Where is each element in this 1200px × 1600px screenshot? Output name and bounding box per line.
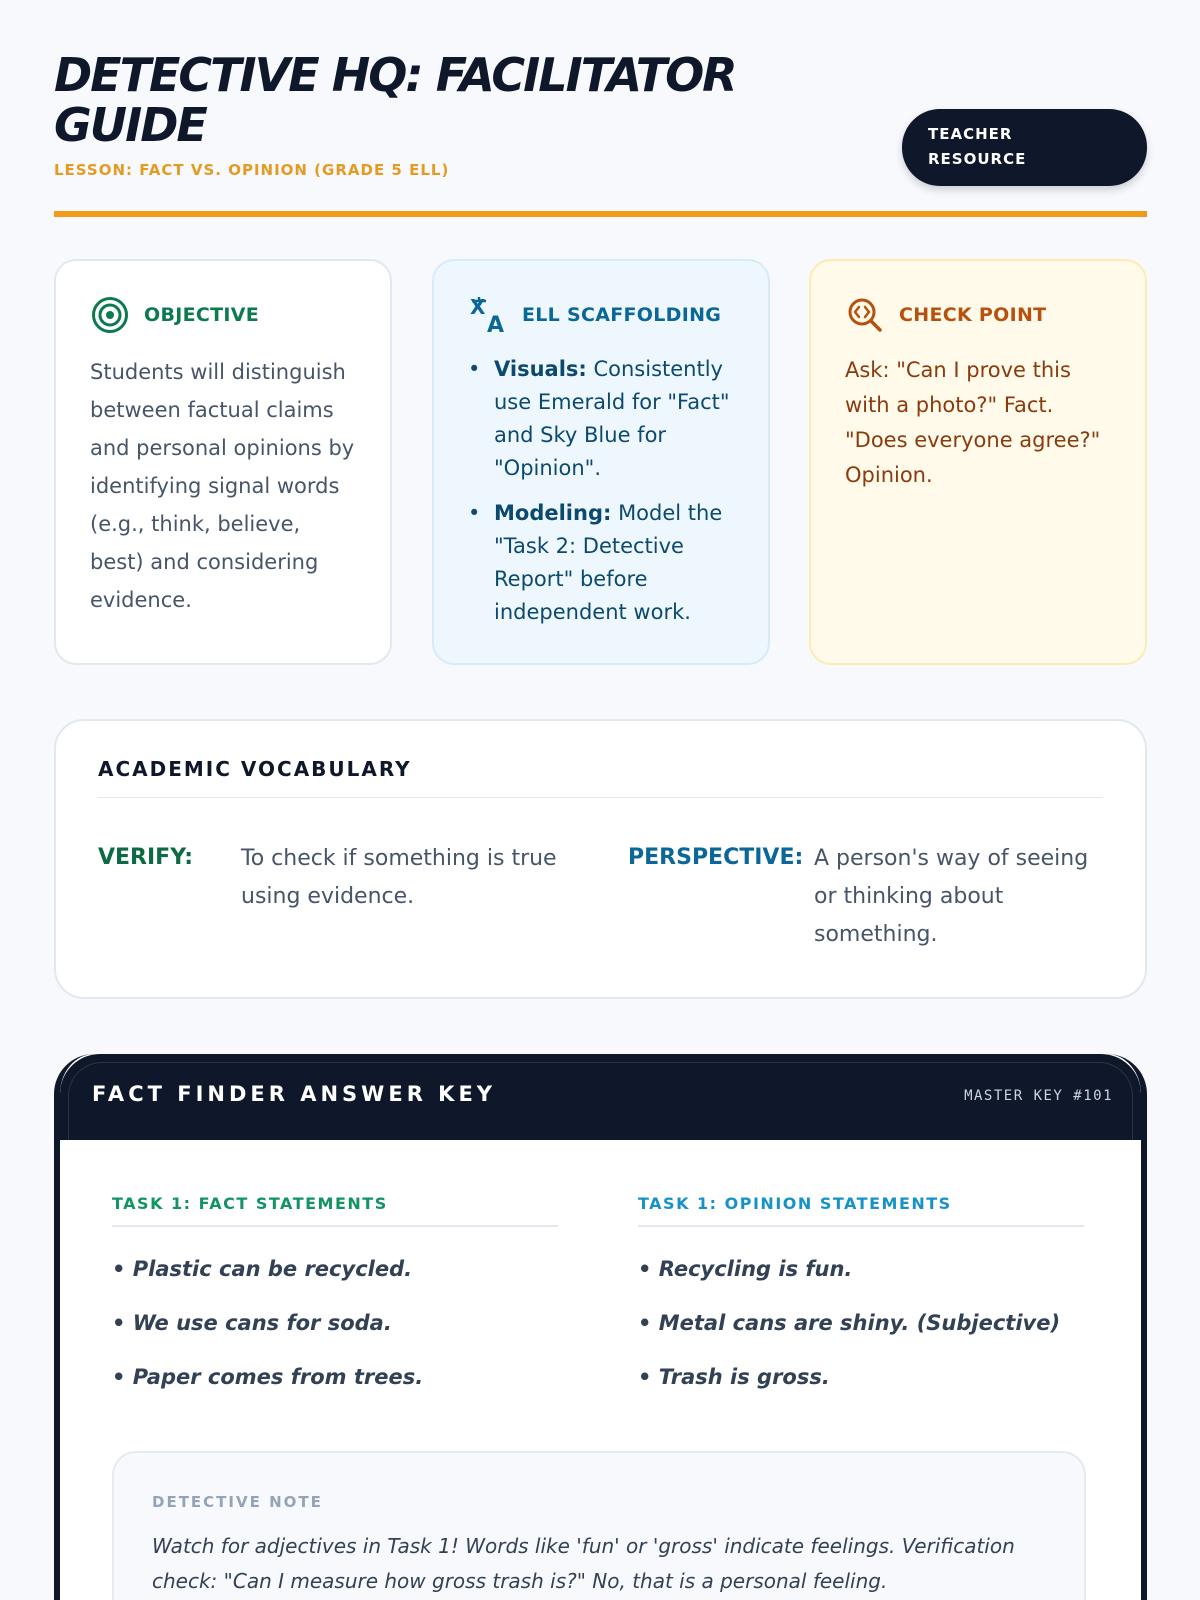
ell-item-label: Modeling: xyxy=(494,501,612,525)
info-cards xyxy=(54,259,1147,665)
vocab-definition-verify: To check if something is true using evidence. xyxy=(241,846,557,909)
opinion-statements-column xyxy=(638,1194,1084,1389)
opinion-statement: • Trash is gross. xyxy=(638,1365,830,1389)
lesson-subtitle: LESSON: FACT VS. OPINION (GRADE 5 ELL) xyxy=(54,161,450,179)
objective-title: OBJECTIVE xyxy=(144,304,260,326)
ell-card-header xyxy=(468,295,734,335)
opinion-statement: • Recycling is fun. xyxy=(638,1257,853,1281)
target-icon xyxy=(90,295,130,335)
detective-note-title: DETECTIVE NOTE xyxy=(152,1493,323,1511)
check-point-card xyxy=(809,259,1147,665)
fact-statement: • We use cans for soda. xyxy=(112,1311,392,1335)
answer-key-title: FACT FINDER ANSWER KEY xyxy=(92,1082,496,1106)
answer-key-header-frame xyxy=(68,1062,1133,1150)
translate-icon xyxy=(468,295,508,335)
ell-item-label: Visuals: xyxy=(494,357,587,381)
objective-card-header xyxy=(90,295,356,335)
ell-list xyxy=(468,353,734,629)
answer-key-panel xyxy=(54,1054,1147,1600)
ell-scaffolding-card xyxy=(432,259,770,665)
academic-vocabulary-panel xyxy=(54,719,1147,999)
teacher-resource-badge xyxy=(902,109,1147,186)
master-key-code: MASTER KEY #101 xyxy=(964,1088,1113,1104)
vocabulary-divider xyxy=(98,797,1103,798)
check-point-text: Ask: "Can I prove this with a photo?" Fact. "Does everyone agree?" Opinion. xyxy=(845,358,1101,487)
check-point-header xyxy=(845,295,1111,335)
page-header xyxy=(54,0,1147,218)
ell-item-visuals xyxy=(468,353,734,485)
vocab-definition-perspective: A person's way of seeing or thinking about something. xyxy=(814,846,1089,947)
header-divider xyxy=(54,211,1147,217)
fact-statements-title: TASK 1: FACT STATEMENTS xyxy=(112,1194,558,1227)
magnifier-icon xyxy=(845,295,885,335)
facilitator-guide-page xyxy=(54,0,1147,1593)
ell-title: ELL SCAFFOLDING xyxy=(522,304,722,326)
check-point-title: CHECK POINT xyxy=(899,304,1047,326)
vocab-term-verify: VERIFY: xyxy=(98,845,194,870)
fact-statement: • Plastic can be recycled. xyxy=(112,1257,413,1281)
ell-item-modeling xyxy=(468,497,734,629)
svg-text:A: A xyxy=(487,313,505,334)
ell-item-text: Consistently use Emerald for "Fact" and Sky Blue for "Opinion". xyxy=(494,357,730,480)
ell-item-text: Model the "Task 2: Detective Report" before independent work. xyxy=(494,501,723,624)
detective-note xyxy=(112,1451,1086,1600)
badge-line-2: RESOURCE xyxy=(928,150,1027,168)
page-title: DETECTIVE HQ: FACILITATOR GUIDE xyxy=(54,48,736,152)
detective-note-text: Watch for adjectives in Task 1! Words like 'fun' or 'gross' indicate feelings. Verification check: "Can I measure how gross trash is?" No, that is a personal feeling. xyxy=(152,1534,1015,1593)
fact-statement: • Paper comes from trees. xyxy=(112,1365,424,1389)
objective-text: Students will distinguish between factual claims and personal opinions by identifying signal words (e.g., think, believe, best) and considering evidence. xyxy=(90,360,355,612)
badge-line-1: TEACHER xyxy=(928,125,1013,143)
objective-card xyxy=(54,259,392,665)
vocab-term-perspective: PERSPECTIVE: xyxy=(628,845,804,870)
answer-key-header xyxy=(60,1054,1141,1140)
opinion-statement: • Metal cans are shiny. (Subjective) xyxy=(638,1311,1061,1335)
vocabulary-title: ACADEMIC VOCABULARY xyxy=(98,757,412,781)
svg-text:X: X xyxy=(470,296,486,319)
opinion-statements-title: TASK 1: OPINION STATEMENTS xyxy=(638,1194,1084,1227)
fact-statements-column xyxy=(112,1194,558,1389)
